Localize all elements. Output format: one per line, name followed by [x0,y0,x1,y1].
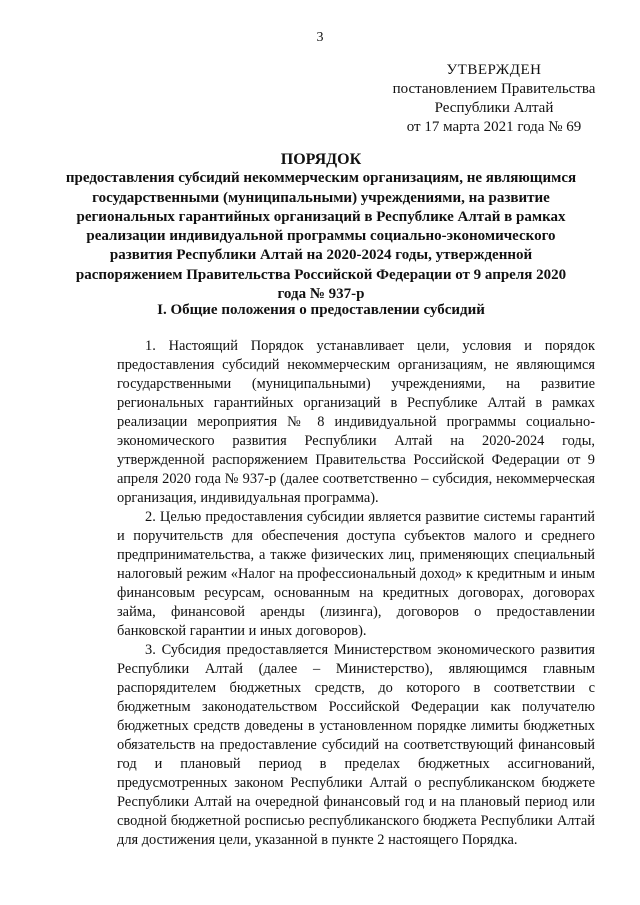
section-title: I. Общие положения о предоставлении субсидий [157,302,485,318]
section-body [117,337,595,850]
approval-stamp [380,61,608,137]
paragraph-2: 2. Целью предоставления субсидии является развитие системы гарантий и поручительств для обеспечения доступа субъектов малого и среднего предпринимательства, а также физических лиц, применяющих специальный налоговый режим «Налог на профессиональный доход» к кредитным и иным финансовым ресурсам, основанным на кредитных договорах, договорах займа, финансовой аренды (лизинга), договоров о предоставлении банковской гарантии и иных договоров). [117,509,595,639]
paragraph-1: 1. Настоящий Порядок устанавливает цели, условия и порядок предоставления субсидий некоммерческим организациям, не являющимся государственными (муниципальными) учреждениями, на развитие региональных гарантийных организаций в Республике Алтай в рамках реализации мероприятия № 8 индивидуальной программы социально-экономического развития Республики Алтай на 2020-2024 годы, утвержденной распоряжением Правительства Российской Федерации от 9 апреля 2020 года № 937-р (далее соответственно – субсидия, некоммерческая организация, индивидуальная программа). [117,338,595,506]
page-number: 3 [316,30,324,45]
approval-line-3: от 17 марта 2021 года № 69 [406,119,582,135]
document-title-block [62,150,580,304]
approval-heading: УТВЕРЖДЕН [446,62,542,78]
approval-line-2: Республики Алтай [434,100,554,116]
document-subtitle: предоставления субсидий некоммерческим организациям, не являющимся государственными (муниципальными) учреждениями, на развитие региональных гарантийных организаций в Республике Алтай в рамках реализации индивидуальной программы социально-экономического развития Республики Алтай на 2020-2024 годы, утвержденной распоряжением Правительства Российской Федерации от 9 апреля 2020 года № 937-р [65,170,577,303]
paragraph-3: 3. Субсидия предоставляется Министерством экономического развития Республики Алтай (далее – Министерство), являющимся главным распорядителем бюджетных средств, до которого в соответствии с бюджетным законодательством Российской Федерации как получателю бюджетных средств доведены в установленном порядке лимиты бюджетных обязательств на предоставление субсидий на соответствующий финансовый год и плановый период в пределах бюджетных ассигнований, предусмотренных законом Республики Алтай о республиканском бюджете Республики Алтай на очередной финансовый год и на плановый период или сводной бюджетной росписью республиканского бюджета Республики Алтай для достижения цели, указанной в пункте 2 настоящего Порядка. [117,642,595,848]
document-title: ПОРЯДОК [280,151,362,168]
approval-line-1: постановлением Правительства [392,81,596,97]
